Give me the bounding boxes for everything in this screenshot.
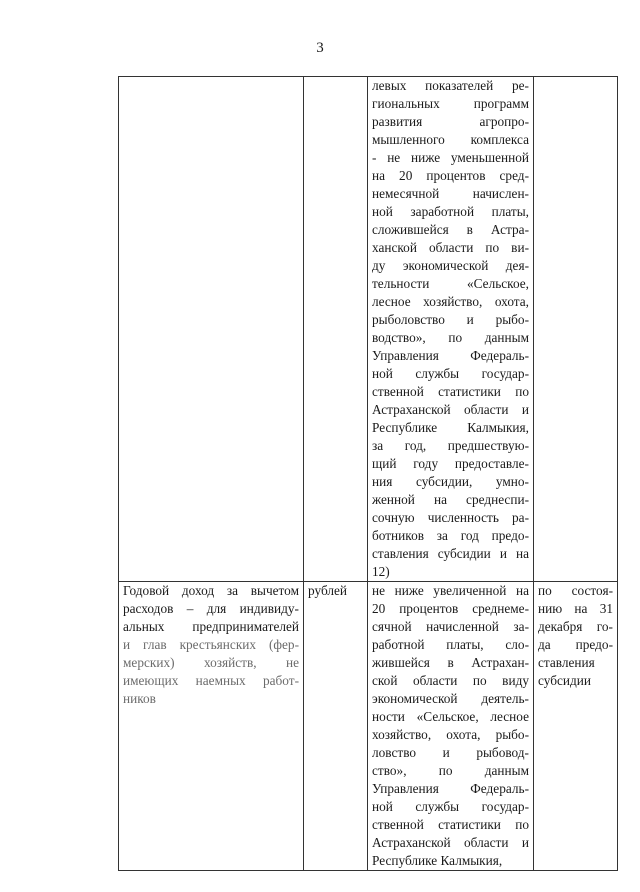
text-line: Годовой доход за вычетом: [123, 583, 299, 598]
text-line: ботников за год предо-: [372, 528, 529, 543]
text-line: мышленного комплекса: [372, 132, 529, 147]
text-line: немесячной начислен-: [372, 186, 529, 201]
text-line: за год, предшествую-: [372, 438, 529, 453]
text-line: Управления Федераль-: [372, 348, 529, 363]
text-line: сячной начисленной за-: [372, 619, 529, 634]
text-line: ловство и рыбовод-: [372, 745, 529, 760]
indicator-cell: [119, 582, 304, 871]
text-line: 12): [372, 564, 390, 579]
text-line: развития агропро-: [372, 114, 529, 129]
text-line: лесное хозяйство, охота,: [372, 294, 529, 309]
value-cell: [368, 582, 534, 871]
text-line: Астраханской области и: [372, 835, 529, 850]
text-line: и глав крестьянских (фер-: [123, 637, 299, 652]
text-line: альных предпринимателей: [123, 619, 299, 634]
text-line: да предо-: [538, 637, 613, 652]
text-line: мерских) хозяйств, не: [123, 655, 299, 670]
text-line: сложившейся в Астра-: [372, 222, 529, 237]
text-line: декабря го-: [538, 619, 613, 634]
text-line: ственной статистики по: [372, 384, 529, 399]
text-line: ственной статистики по: [372, 817, 529, 832]
text-line: хозяйство, охота, рыбо-: [372, 727, 529, 742]
indicator-text: [123, 582, 299, 708]
text-line: Республике Калмыкия,: [372, 853, 503, 868]
text-line: ной службы государ-: [372, 799, 529, 814]
text-line: гиональных программ: [372, 96, 529, 111]
text-line: левых показателей ре-: [372, 78, 529, 93]
value-text: [372, 77, 529, 581]
text-line: экономической деятель-: [372, 691, 529, 706]
requirements-table: [118, 76, 618, 871]
text-line: ской области по виду: [372, 673, 529, 688]
date-cell: [534, 77, 618, 582]
text-line: работной платы, сло-: [372, 637, 529, 652]
text-line: имеющих наемных работ-: [123, 673, 299, 688]
text-line: расходов – для индивиду-: [123, 601, 299, 616]
text-line: ду экономической дея-: [372, 258, 529, 273]
indicator-cell: [119, 77, 304, 582]
text-line: тельности «Сельское,: [372, 276, 529, 291]
text-line: ния субсидии, умно-: [372, 474, 529, 489]
date-text: [538, 582, 613, 690]
unit-cell: [304, 582, 368, 871]
text-line: ной службы государ-: [372, 366, 529, 381]
value-text: [372, 582, 529, 870]
value-cell: [368, 77, 534, 582]
text-line: водство», по данным: [372, 330, 529, 345]
text-line: - не ниже уменьшенной: [372, 150, 529, 165]
text-line: ности «Сельское, лесное: [372, 709, 529, 724]
text-line: ставления субсидии и на: [372, 546, 529, 561]
table-row: [119, 77, 618, 582]
text-line: 20 процентов среднеме-: [372, 601, 529, 616]
text-line: по состоя-: [538, 583, 613, 598]
date-cell: [534, 582, 618, 871]
text-line: не ниже увеличенной на: [372, 583, 529, 598]
text-line: ной заработной платы,: [372, 204, 529, 219]
text-line: ханской области по ви-: [372, 240, 529, 255]
text-line: Управления Федераль-: [372, 781, 529, 796]
text-line: субсидии: [538, 673, 591, 688]
table-row: [119, 582, 618, 871]
page-number: 3: [316, 40, 324, 56]
text-line: ставления: [538, 655, 595, 670]
text-line: сочную численность ра-: [372, 510, 529, 525]
text-line: нию на 31: [538, 601, 613, 616]
text-line: жившейся в Астрахан-: [372, 655, 529, 670]
text-line: ников: [123, 691, 156, 706]
unit-text: рублей: [308, 583, 348, 598]
text-line: Республике Калмыкия,: [372, 420, 529, 435]
unit-cell: [304, 77, 368, 582]
text-line: рыболовство и рыбо-: [372, 312, 529, 327]
text-line: Астраханской области и: [372, 402, 529, 417]
text-line: щий году предоставле-: [372, 456, 529, 471]
text-line: женной на среднеспи-: [372, 492, 529, 507]
text-line: ство», по данным: [372, 763, 529, 778]
text-line: на 20 процентов сред-: [372, 168, 529, 183]
